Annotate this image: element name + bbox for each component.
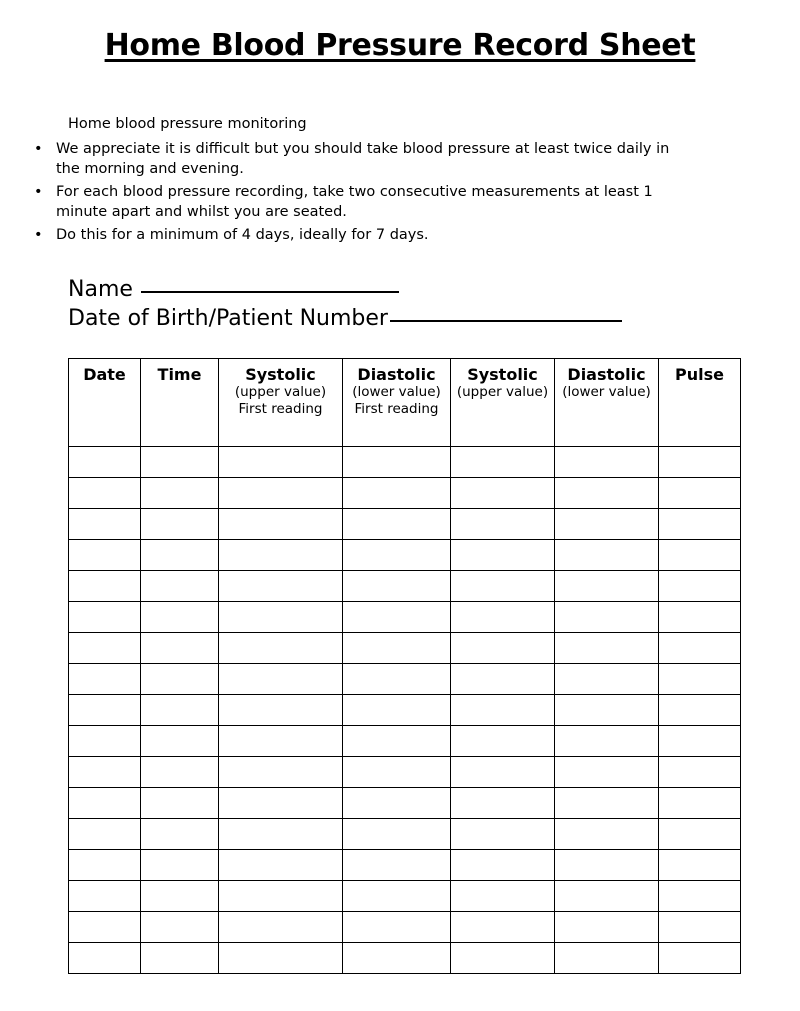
table-cell[interactable] bbox=[451, 942, 555, 973]
table-cell[interactable] bbox=[343, 539, 451, 570]
name-field-row bbox=[68, 275, 800, 304]
table-cell[interactable] bbox=[69, 911, 141, 942]
table-cell[interactable] bbox=[141, 849, 219, 880]
table-cell[interactable] bbox=[555, 818, 659, 849]
table-cell[interactable] bbox=[69, 539, 141, 570]
table-cell[interactable] bbox=[141, 663, 219, 694]
dob-field-label: Date of Birth/Patient Number bbox=[68, 306, 388, 332]
table-cell[interactable] bbox=[69, 570, 141, 601]
table-cell[interactable] bbox=[451, 446, 555, 477]
table-cell[interactable] bbox=[343, 756, 451, 787]
page-title: Home Blood Pressure Record Sheet bbox=[104, 28, 696, 63]
table-cell[interactable] bbox=[219, 539, 343, 570]
table-cell[interactable] bbox=[555, 632, 659, 663]
table-cell[interactable] bbox=[69, 477, 141, 508]
table-cell[interactable] bbox=[659, 539, 741, 570]
column-header-main: Diastolic bbox=[567, 364, 646, 384]
list-item bbox=[0, 225, 672, 246]
table-cell[interactable] bbox=[555, 725, 659, 756]
bullet-icon: • bbox=[34, 183, 43, 200]
table-cell[interactable] bbox=[451, 880, 555, 911]
table-cell[interactable] bbox=[219, 601, 343, 632]
bullet-icon: • bbox=[34, 140, 43, 157]
table-cell[interactable] bbox=[451, 756, 555, 787]
table-cell[interactable] bbox=[659, 849, 741, 880]
column-header-sub: (upper value) First reading bbox=[234, 384, 327, 417]
table-cell[interactable] bbox=[69, 694, 141, 725]
table-row bbox=[69, 880, 741, 911]
table-cell[interactable] bbox=[555, 756, 659, 787]
table-cell[interactable] bbox=[69, 880, 141, 911]
table-cell[interactable] bbox=[451, 694, 555, 725]
table-cell[interactable] bbox=[659, 725, 741, 756]
table-cell[interactable] bbox=[659, 942, 741, 973]
table-row bbox=[69, 694, 741, 725]
table-cell[interactable] bbox=[343, 632, 451, 663]
table-cell[interactable] bbox=[451, 818, 555, 849]
table-cell[interactable] bbox=[343, 508, 451, 539]
table-cell[interactable] bbox=[69, 849, 141, 880]
intro-text: Home blood pressure monitoring bbox=[68, 116, 307, 132]
table-cell[interactable] bbox=[69, 508, 141, 539]
table-cell[interactable] bbox=[219, 446, 343, 477]
table-cell[interactable] bbox=[343, 601, 451, 632]
table-cell[interactable] bbox=[555, 477, 659, 508]
table-cell[interactable] bbox=[451, 725, 555, 756]
table-cell[interactable] bbox=[219, 663, 343, 694]
column-header-main: Time bbox=[157, 364, 202, 384]
table-cell[interactable] bbox=[219, 818, 343, 849]
table-cell[interactable] bbox=[69, 818, 141, 849]
table-cell[interactable] bbox=[141, 942, 219, 973]
table-cell[interactable] bbox=[141, 911, 219, 942]
table-cell[interactable] bbox=[451, 477, 555, 508]
table-cell[interactable] bbox=[451, 539, 555, 570]
column-header-diastolic-first bbox=[343, 358, 451, 446]
table-cell[interactable] bbox=[141, 694, 219, 725]
table-cell[interactable] bbox=[451, 849, 555, 880]
table-cell[interactable] bbox=[141, 446, 219, 477]
table-cell[interactable] bbox=[69, 601, 141, 632]
table-cell[interactable] bbox=[451, 508, 555, 539]
blood-pressure-table bbox=[68, 358, 741, 974]
table-cell[interactable] bbox=[69, 756, 141, 787]
table-cell[interactable] bbox=[219, 508, 343, 539]
table-row bbox=[69, 539, 741, 570]
table-cell[interactable] bbox=[69, 725, 141, 756]
table-cell[interactable] bbox=[451, 632, 555, 663]
table-cell[interactable] bbox=[555, 601, 659, 632]
table-cell[interactable] bbox=[659, 818, 741, 849]
table-cell[interactable] bbox=[141, 756, 219, 787]
table-cell[interactable] bbox=[343, 880, 451, 911]
list-item-text: Do this for a minimum of 4 days, ideally for 7 days. bbox=[56, 226, 429, 243]
table-cell[interactable] bbox=[219, 477, 343, 508]
table-row bbox=[69, 911, 741, 942]
column-header-main: Date bbox=[83, 364, 126, 384]
table-cell[interactable] bbox=[659, 570, 741, 601]
column-header-diastolic-second bbox=[555, 358, 659, 446]
table-cell[interactable] bbox=[219, 942, 343, 973]
table-header-row bbox=[69, 358, 741, 446]
column-header-pulse bbox=[659, 358, 741, 446]
list-item bbox=[0, 139, 672, 180]
table-cell[interactable] bbox=[219, 694, 343, 725]
table-cell[interactable] bbox=[343, 694, 451, 725]
table-cell[interactable] bbox=[141, 725, 219, 756]
table-cell[interactable] bbox=[343, 787, 451, 818]
table-cell[interactable] bbox=[555, 849, 659, 880]
table-row bbox=[69, 632, 741, 663]
table-cell[interactable] bbox=[659, 880, 741, 911]
table-cell[interactable] bbox=[219, 632, 343, 663]
table-cell[interactable] bbox=[343, 663, 451, 694]
column-header-time bbox=[141, 358, 219, 446]
table-cell[interactable] bbox=[69, 787, 141, 818]
table-cell[interactable] bbox=[555, 787, 659, 818]
table-row bbox=[69, 663, 741, 694]
table-cell[interactable] bbox=[219, 911, 343, 942]
table-cell[interactable] bbox=[69, 632, 141, 663]
table-cell[interactable] bbox=[659, 601, 741, 632]
column-header-sub: (lower value) First reading bbox=[352, 384, 441, 417]
table-cell[interactable] bbox=[555, 694, 659, 725]
table-row bbox=[69, 818, 741, 849]
dob-field-row bbox=[68, 304, 800, 333]
document-page bbox=[0, 28, 800, 1011]
column-header-sub: (upper value) bbox=[456, 384, 549, 401]
list-item-text: We appreciate it is difficult but you should take blood pressure at least twice daily in the morning and evening. bbox=[56, 140, 670, 178]
table-cell[interactable] bbox=[141, 632, 219, 663]
bullet-icon: • bbox=[34, 226, 43, 243]
table-cell[interactable] bbox=[659, 756, 741, 787]
table-cell[interactable] bbox=[659, 446, 741, 477]
list-item-text: For each blood pressure recording, take two consecutive measurements at least 1 minute apart and whilst you are seated. bbox=[56, 183, 653, 221]
table-cell[interactable] bbox=[141, 818, 219, 849]
name-input[interactable] bbox=[141, 291, 399, 293]
table-cell[interactable] bbox=[343, 942, 451, 973]
table-cell[interactable] bbox=[69, 663, 141, 694]
table-cell[interactable] bbox=[141, 880, 219, 911]
table-cell[interactable] bbox=[141, 477, 219, 508]
table-cell[interactable] bbox=[451, 570, 555, 601]
table-cell[interactable] bbox=[555, 539, 659, 570]
records-table-wrapper bbox=[68, 358, 740, 974]
table-cell[interactable] bbox=[555, 446, 659, 477]
table-cell[interactable] bbox=[141, 601, 219, 632]
table-cell[interactable] bbox=[343, 725, 451, 756]
table-cell[interactable] bbox=[451, 663, 555, 694]
table-cell[interactable] bbox=[343, 818, 451, 849]
table-cell[interactable] bbox=[141, 508, 219, 539]
table-cell[interactable] bbox=[219, 725, 343, 756]
table-cell[interactable] bbox=[219, 756, 343, 787]
table-cell[interactable] bbox=[343, 446, 451, 477]
table-cell[interactable] bbox=[659, 663, 741, 694]
table-cell[interactable] bbox=[451, 911, 555, 942]
column-header-sub: (lower value) bbox=[562, 384, 651, 401]
name-field-label: Name bbox=[68, 277, 133, 303]
table-cell[interactable] bbox=[141, 570, 219, 601]
table-cell[interactable] bbox=[219, 880, 343, 911]
table-cell[interactable] bbox=[69, 446, 141, 477]
table-row bbox=[69, 942, 741, 973]
column-header-main: Systolic bbox=[467, 364, 538, 384]
table-row bbox=[69, 725, 741, 756]
table-row bbox=[69, 508, 741, 539]
table-cell[interactable] bbox=[69, 942, 141, 973]
table-cell[interactable] bbox=[555, 663, 659, 694]
table-row bbox=[69, 446, 741, 477]
table-row bbox=[69, 756, 741, 787]
table-row bbox=[69, 849, 741, 880]
table-row bbox=[69, 570, 741, 601]
table-cell[interactable] bbox=[219, 849, 343, 880]
table-cell[interactable] bbox=[141, 539, 219, 570]
table-row bbox=[69, 477, 741, 508]
table-cell[interactable] bbox=[141, 787, 219, 818]
table-cell[interactable] bbox=[659, 477, 741, 508]
table-cell[interactable] bbox=[659, 694, 741, 725]
table-cell[interactable] bbox=[659, 911, 741, 942]
table-cell[interactable] bbox=[659, 787, 741, 818]
column-header-date bbox=[69, 358, 141, 446]
table-cell[interactable] bbox=[343, 911, 451, 942]
table-cell[interactable] bbox=[659, 632, 741, 663]
table-cell[interactable] bbox=[659, 508, 741, 539]
table-cell[interactable] bbox=[343, 570, 451, 601]
table-cell[interactable] bbox=[555, 508, 659, 539]
column-header-systolic-second bbox=[451, 358, 555, 446]
table-cell[interactable] bbox=[555, 570, 659, 601]
dob-input[interactable] bbox=[390, 320, 622, 322]
table-row bbox=[69, 787, 741, 818]
table-row bbox=[69, 601, 741, 632]
list-item bbox=[0, 182, 672, 223]
table-cell[interactable] bbox=[451, 601, 555, 632]
table-cell[interactable] bbox=[555, 942, 659, 973]
patient-fields bbox=[68, 275, 800, 333]
instructions-list bbox=[0, 139, 672, 246]
table-cell[interactable] bbox=[555, 880, 659, 911]
table-cell[interactable] bbox=[555, 911, 659, 942]
table-cell[interactable] bbox=[343, 477, 451, 508]
table-cell[interactable] bbox=[343, 849, 451, 880]
table-body bbox=[69, 446, 741, 973]
table-header bbox=[69, 358, 741, 446]
column-header-main: Pulse bbox=[675, 364, 724, 384]
table-cell[interactable] bbox=[219, 570, 343, 601]
table-cell[interactable] bbox=[451, 787, 555, 818]
column-header-main: Diastolic bbox=[357, 364, 436, 384]
column-header-main: Systolic bbox=[245, 364, 316, 384]
column-header-systolic-first bbox=[219, 358, 343, 446]
table-cell[interactable] bbox=[219, 787, 343, 818]
